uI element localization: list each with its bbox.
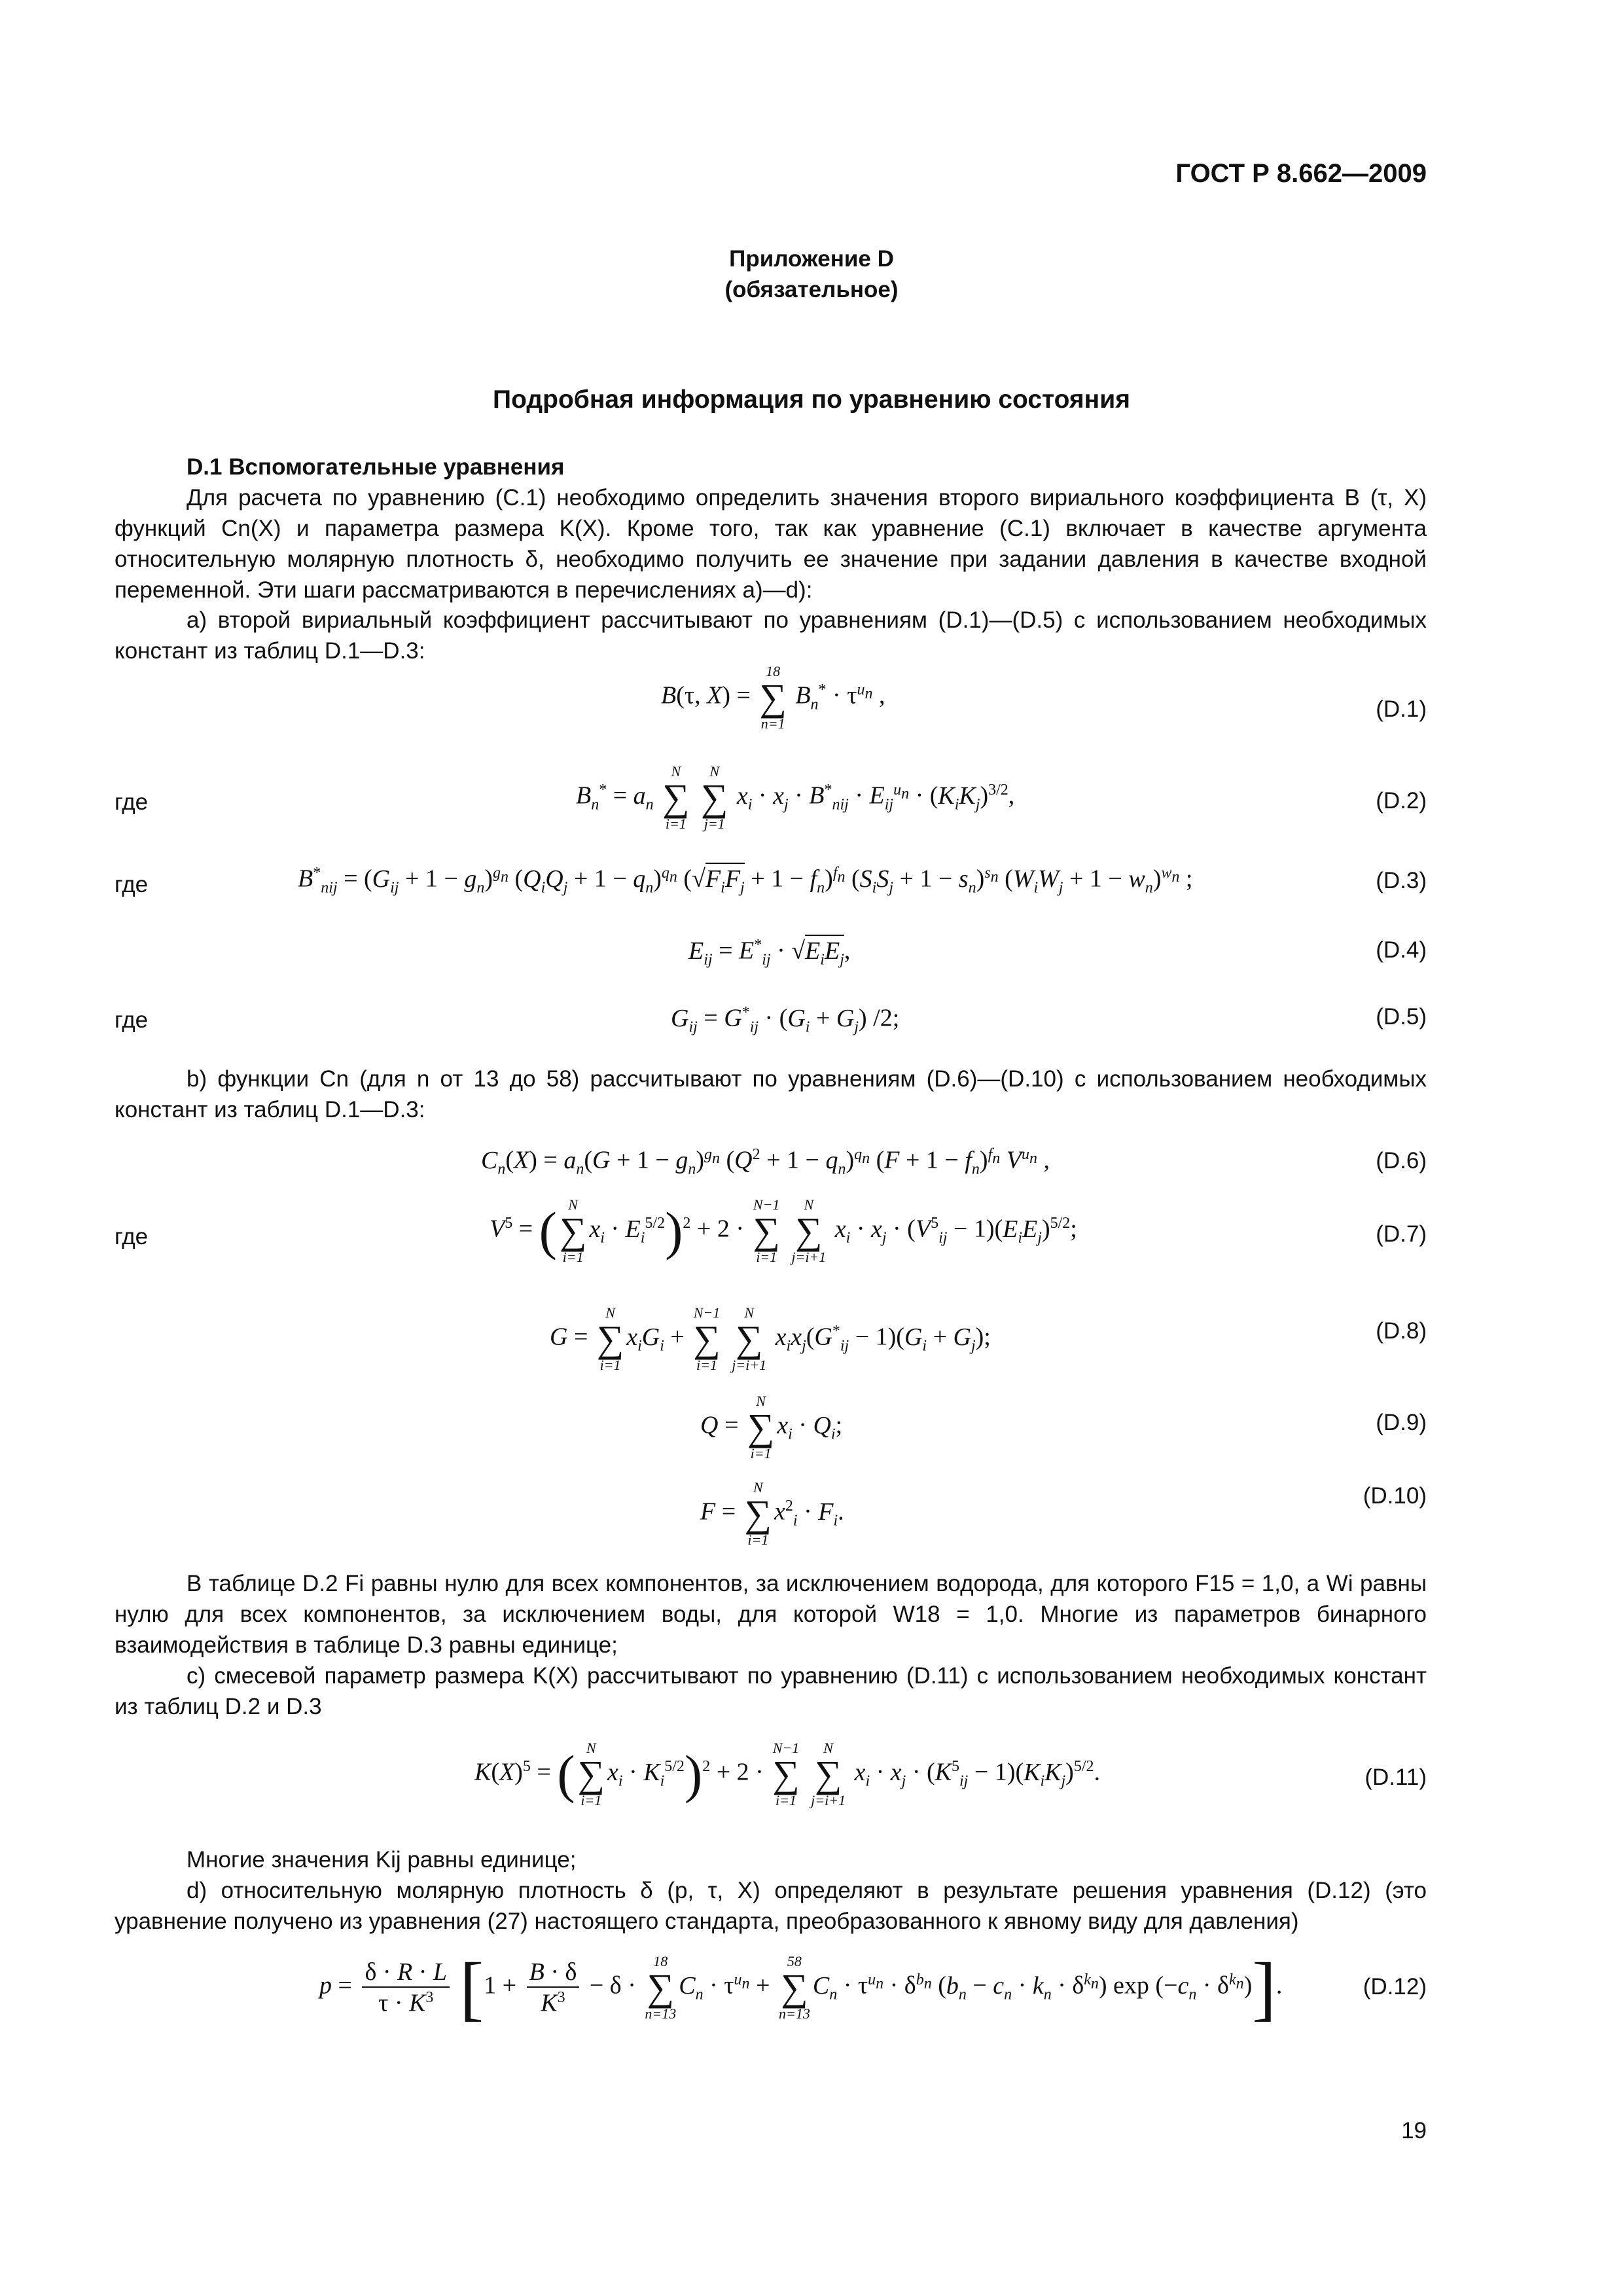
formula-d9: Q = N ∑ i=1 $x_i \cdot Q_i$; — [700, 1393, 843, 1462]
formula-d2: $B_n^* = a_n$ N ∑ i=1 N ∑ j=1 $x_i \cdot x_j \cdot B^*_{nij} \cdot E_{ij}^{u_n} \cdot (K_iK_j)^{3/2}$, — [576, 763, 1015, 832]
eq-number-d11: (D.11) — [1364, 1765, 1427, 1790]
intro-paragraph: Для расчета по уравнению (С.1) необходимо определить значения второго вириального коэффициента B (τ, X) функций Cn(X) и параметра размера K(X). Кроме того, так как уравнение (С.1) включает в качестве аргумента относительную молярную плотность δ, необходимо получить ее значение при задании давления в качестве входной переменной. Эти шаги рассматриваются в перечислениях a)—d): — [115, 485, 1427, 603]
where-label: где — [115, 789, 149, 815]
eq-number-d8: (D.8) — [1376, 1318, 1427, 1344]
formula-d12: p = $\frac{\delta \cdot R \cdot L}{\tau \cdot K^3}$ [1 + $\frac{B \cdot \delta}{K^3}$ − δ · 18 ∑ n=13 $C_n \cdot \tau^{u_n}$ + 58 ∑ n=13 $C_n \cdot \tau^{u_n} \cdot \delta^{b_n}$ $(b_n - c_n \cdot k_n \cdot \delta^{k_n})$ $\exp (-c_n \cdot \delta^{k_n})$]. — [319, 1948, 1283, 2028]
section-title: Вспомогательные уравнения — [228, 454, 565, 480]
kij-note: Многие значения Kij равны единице; — [187, 1847, 577, 1873]
item-b: b) функции Cn (для n от 13 до 58) рассчитывают по уравнениям (D.6)—(D.10) с использованием необходимых констант из таблиц D.1—D.3: — [115, 1066, 1427, 1122]
item-d: d) относительную молярную плотность δ (p, τ, X) определяют в результате решения уравнения (D.12) (это уравнение получено из уравнения (27) настоящего стандарта, преобразованного к явному виду для давления) — [115, 1878, 1427, 1934]
table-note: В таблице D.2 Fi равны нулю для всех компонентов, за исключением водорода, для которого F15 = 1,0, а Wi равны нулю для всех компонентов, за исключением воды, для которой W18 = 1,0. Многие из параметров бинарного взаимодействия в таблице D.3 равны единице; — [115, 1571, 1427, 1658]
annex-title: Приложение D — [729, 246, 894, 272]
formula-d3: $B^*_{nij} = (G_{ij} + 1 - g_n)^{g_n}$ $(Q_iQ_j + 1 - q_n)^{q_n}$ $(√F_iF_j + 1 - f_n)^{f_n}$ $(S_iS_j + 1 - s_n)^{s_n}$ $(W_iW_j + 1 - w_n)^{w_n}$ ; — [298, 865, 1192, 895]
eq-number-d7: (D.7) — [1376, 1221, 1427, 1247]
eq-number-d3: (D.3) — [1376, 868, 1427, 893]
formula-d5: $G_{ij} = G^*_{ij} \cdot (G_i + G_j)$ /2; — [671, 1004, 900, 1036]
formula-d11: $K(X)^5$ = ( N ∑ i=1 $x_i \cdot K_i^{5/2})^2 + 2$ · N−1 ∑ i=1 N ∑ j=i+1 $x_i \cdot x_j \cdot (K^5_{ij} - 1)(K_iK_j)^{5/2}$. — [474, 1740, 1100, 1808]
formula-d4: $E_{ij} = E^*_{ij} \cdot √E_iE_j$, — [688, 937, 850, 967]
eq-number-d6: (D.6) — [1376, 1148, 1427, 1174]
annex-status: (обязательное) — [724, 277, 899, 302]
eq-number-d12: (D.12) — [1363, 1974, 1427, 2000]
formula-d7: $V^5$ = ( N ∑ i=1 $x_i \cdot E_i^{5/2})^2 + 2$ · N−1 ∑ i=1 N ∑ j=i+1 $x_i \cdot x_j \cdot (V^5_{ij} - 1)(E_iE_j)^{5/2}$; — [490, 1196, 1077, 1265]
eq-number-d4: (D.4) — [1376, 937, 1427, 963]
eq-number-d5: (D.5) — [1376, 1004, 1427, 1030]
where-label: где — [115, 1007, 149, 1033]
eq-number-d9: (D.9) — [1376, 1410, 1427, 1435]
eq-number-d1: (D.1) — [1376, 696, 1427, 722]
formula-d6: $C_n(X) = a_n(G + 1 - g_n)^{g_n}$ $(Q^2 + 1 - q_n)^{q_n}$ $(F + 1 - f_n)^{f_n}$ $V^{u_n}$ , — [481, 1146, 1050, 1178]
section-number: D.1 — [187, 454, 223, 480]
formula-d8: G = N ∑ i=1 $x_iG_i$ + N−1 ∑ i=1 N ∑ j=i+1 $x_ix_j(G^*_{ij} - 1)(G_i + G_j)$; — [550, 1304, 991, 1373]
where-label: где — [115, 872, 149, 897]
where-label: где — [115, 1224, 149, 1249]
page-number: 19 — [1401, 2118, 1427, 2144]
formula-d10: F = N ∑ i=1 $x^2_i \cdot F_i$. — [700, 1479, 844, 1548]
page-title: Подробная информация по уравнению состояния — [493, 386, 1130, 414]
eq-number-d2: (D.2) — [1376, 788, 1427, 814]
eq-number-d10: (D.10) — [1363, 1483, 1427, 1509]
section-heading — [115, 452, 1427, 482]
formula-d1: B(τ, X) = 18 ∑ n=1 $B_n^* \cdot \tau^{u_n}$ , — [661, 663, 885, 732]
item-c: c) смесевой параметр размера K(X) рассчитывают по уравнению (D.11) с использованием необходимых констант из таблиц D.2 и D.3 — [115, 1663, 1427, 1719]
item-a: a) второй вириальный коэффициент рассчитывают по уравнениям (D.1)—(D.5) с использованием необходимых констант из таблиц D.1—D.3: — [115, 607, 1427, 664]
document-code: ГОСТ Р 8.662—2009 — [1175, 159, 1427, 188]
